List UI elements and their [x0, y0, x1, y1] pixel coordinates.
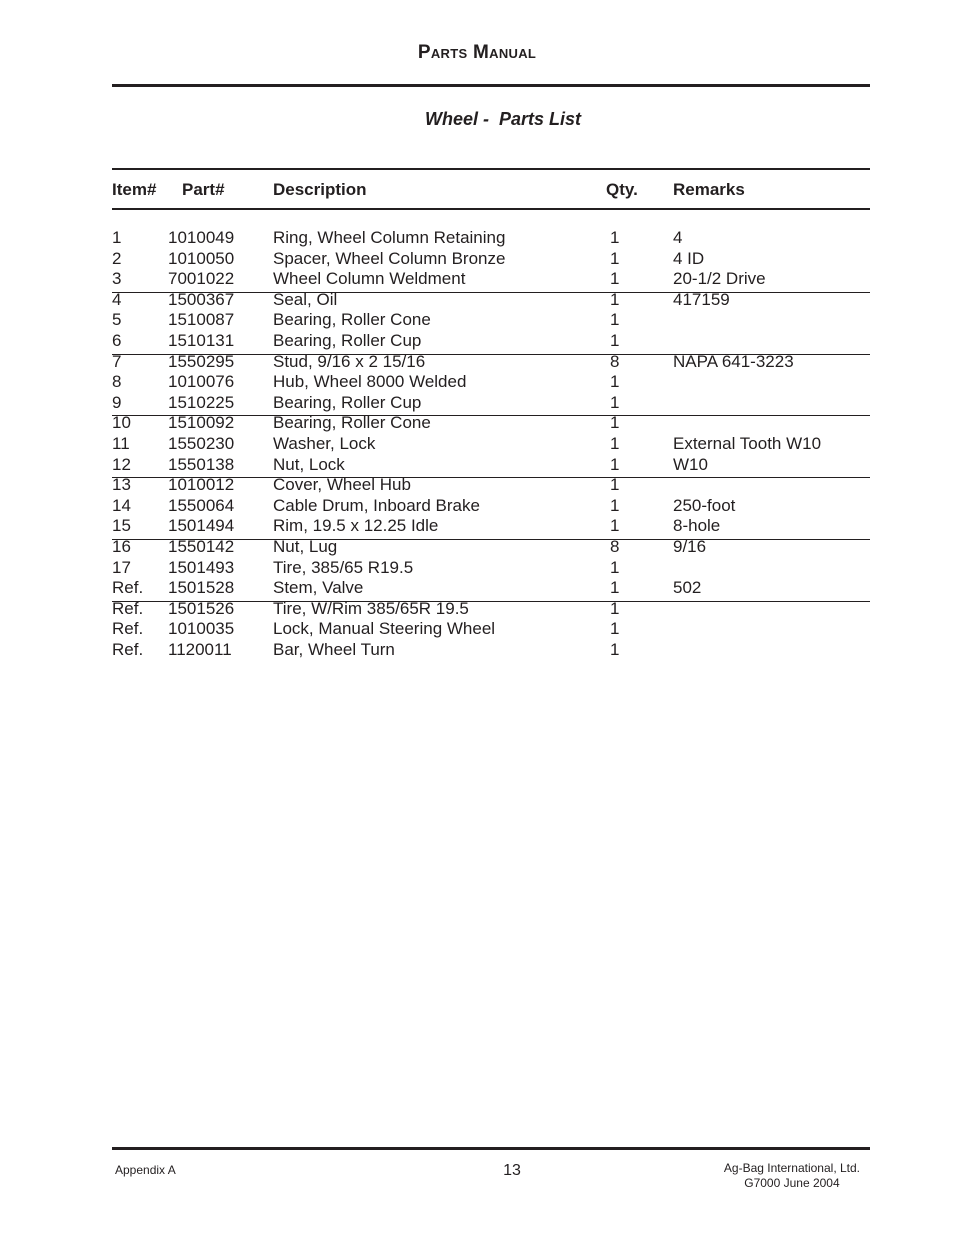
- table-cell-remarks: 20-1/2 Drive: [673, 269, 766, 289]
- table-cell-qty: 8: [610, 351, 620, 371]
- table-cell-desc: Cover, Wheel Hub: [273, 475, 411, 495]
- table-cell-item: 2: [112, 248, 122, 268]
- table-cell-remarks: 4: [673, 228, 683, 247]
- page-title: Parts Manual: [417, 42, 537, 63]
- table-cell-desc: Nut, Lug: [273, 537, 338, 556]
- table-cell-qty: 1: [610, 269, 620, 289]
- table-cell-qty: 1: [610, 598, 620, 618]
- table-cell-item: 8: [112, 372, 122, 392]
- table-cell-qty: 1: [610, 454, 620, 474]
- table-cell-item: 14: [112, 495, 131, 515]
- table-cell-part: 1510131: [168, 331, 235, 350]
- footer-appendix: Appendix A: [115, 1163, 176, 1177]
- table-cell-item: 3: [112, 269, 122, 289]
- table-cell-part: 1510092: [168, 413, 235, 433]
- table-cell-item: 5: [112, 310, 122, 330]
- table-cell-desc: Tire, W/Rim 385/65R 19.5: [273, 598, 469, 618]
- table-cell-qty: 1: [610, 475, 620, 495]
- column-header-item: Item#: [112, 180, 157, 199]
- table-cell-part: 1550138: [168, 454, 235, 474]
- column-header-qty: Qty.: [606, 180, 638, 199]
- table-cell-desc: Nut, Lock: [273, 454, 345, 474]
- table-cell-qty: 8: [610, 537, 620, 556]
- footer-edition: G7000 June 2004: [744, 1176, 840, 1190]
- footer-divider: [112, 1147, 870, 1150]
- table-cell-desc: Washer, Lock: [273, 434, 376, 453]
- table-cell-item: 16: [112, 537, 131, 556]
- table-cell-desc: Tire, 385/65 R19.5: [273, 557, 414, 577]
- table-cell-item: 13: [112, 475, 131, 495]
- table-cell-part: 7001022: [168, 269, 235, 289]
- table-cell-part: 1501526: [168, 598, 235, 618]
- table-cell-remarks: 250-foot: [673, 495, 736, 515]
- section-subtitle: Wheel - Parts List: [425, 109, 582, 129]
- column-header-description: Description: [273, 180, 367, 199]
- table-cell-part: 1010076: [168, 372, 235, 392]
- footer-company: Ag-Bag International, Ltd.: [723, 1161, 860, 1175]
- table-cell-desc: Hub, Wheel 8000 Welded: [273, 372, 467, 392]
- table-cell-item: 7: [112, 351, 122, 371]
- table-cell-desc: Bearing, Roller Cone: [273, 310, 431, 330]
- table-cell-desc: Rim, 19.5 x 12.25 Idle: [273, 516, 439, 536]
- table-cell-part: 1500367: [168, 289, 235, 309]
- table-cell-qty: 1: [610, 640, 620, 659]
- table-cell-part: 1010049: [168, 228, 235, 247]
- table-cell-remarks: 9/16: [673, 537, 707, 556]
- table-cell-item: 12: [112, 454, 131, 474]
- column-header-part: Part#: [182, 180, 225, 199]
- page-number: 13: [503, 1162, 521, 1179]
- table-cell-desc: Lock, Manual Steering Wheel: [273, 619, 496, 639]
- table-cell-remarks: NAPA 641-3223: [673, 351, 794, 371]
- table-header-rule: [112, 208, 870, 210]
- table-cell-item: Ref.: [112, 578, 144, 598]
- table-cell-part: 1510225: [168, 392, 235, 412]
- table-cell-qty: 1: [610, 578, 620, 598]
- table-cell-desc: Seal, Oil: [273, 289, 338, 309]
- table-cell-item: 4: [112, 289, 122, 309]
- table-cell-part: 1010012: [168, 475, 235, 495]
- table-cell-item: 15: [112, 516, 131, 536]
- footer-publisher: [724, 1161, 860, 1191]
- table-cell-part: 1010050: [168, 248, 235, 268]
- table-cell-item: 9: [112, 392, 122, 412]
- table-cell-qty: 1: [610, 228, 620, 247]
- table-cell-remarks: 502: [673, 578, 702, 598]
- table-cell-remarks: 417159: [673, 289, 730, 309]
- table-cell-qty: 1: [610, 289, 620, 309]
- table-cell-item: 17: [112, 557, 131, 577]
- table-cell-part: 1550142: [168, 537, 235, 556]
- table-cell-desc: Bearing, Roller Cup: [273, 331, 422, 350]
- table-cell-item: Ref.: [112, 640, 144, 659]
- table-cell-part: 1510087: [168, 310, 235, 330]
- header-divider: [112, 84, 870, 87]
- table-cell-remarks: 8-hole: [673, 516, 721, 536]
- table-cell-remarks: External Tooth W10: [673, 434, 822, 453]
- table-cell-qty: 1: [610, 495, 620, 515]
- table-cell-desc: Stem, Valve: [273, 578, 364, 598]
- table-cell-remarks: W10: [673, 454, 708, 474]
- table-cell-desc: Bearing, Roller Cup: [273, 392, 422, 412]
- table-cell-item: 1: [112, 228, 122, 247]
- table-cell-desc: Wheel Column Weldment: [273, 269, 466, 289]
- table-cell-qty: 1: [610, 248, 620, 268]
- table-cell-qty: 1: [610, 557, 620, 577]
- table-cell-item: Ref.: [112, 619, 144, 639]
- table-cell-desc: Ring, Wheel Column Retaining: [273, 228, 506, 247]
- column-header-remarks: Remarks: [673, 180, 745, 199]
- table-cell-desc: Spacer, Wheel Column Bronze: [273, 248, 506, 268]
- table-cell-part: 1010035: [168, 619, 235, 639]
- table-cell-qty: 1: [610, 619, 620, 639]
- table-cell-qty: 1: [610, 310, 620, 330]
- table-cell-remarks: 4 ID: [673, 248, 705, 268]
- table-cell-qty: 1: [610, 434, 620, 453]
- table-cell-part: 1501493: [168, 557, 235, 577]
- table-cell-desc: Cable Drum, Inboard Brake: [273, 495, 480, 515]
- table-cell-item: 6: [112, 331, 122, 350]
- table-cell-desc: Bar, Wheel Turn: [273, 640, 395, 659]
- table-cell-part: 1501528: [168, 578, 235, 598]
- table-cell-item: 10: [112, 413, 131, 433]
- table-cell-qty: 1: [610, 392, 620, 412]
- table-cell-part: 1501494: [168, 516, 235, 536]
- table-cell-part: 1550230: [168, 434, 235, 453]
- table-cell-qty: 1: [610, 372, 620, 392]
- table-cell-qty: 1: [610, 413, 620, 433]
- table-cell-part: 1550295: [168, 351, 235, 371]
- table-top-rule: [112, 168, 870, 170]
- table-cell-item: Ref.: [112, 598, 144, 618]
- table-cell-part: 1550064: [168, 495, 235, 515]
- table-cell-part: 1120011: [168, 640, 232, 659]
- table-cell-qty: 1: [610, 331, 620, 350]
- table-cell-item: 11: [112, 434, 130, 453]
- table-cell-qty: 1: [610, 516, 620, 536]
- table-cell-desc: Bearing, Roller Cone: [273, 413, 431, 433]
- table-cell-desc: Stud, 9/16 x 2 15/16: [273, 351, 426, 371]
